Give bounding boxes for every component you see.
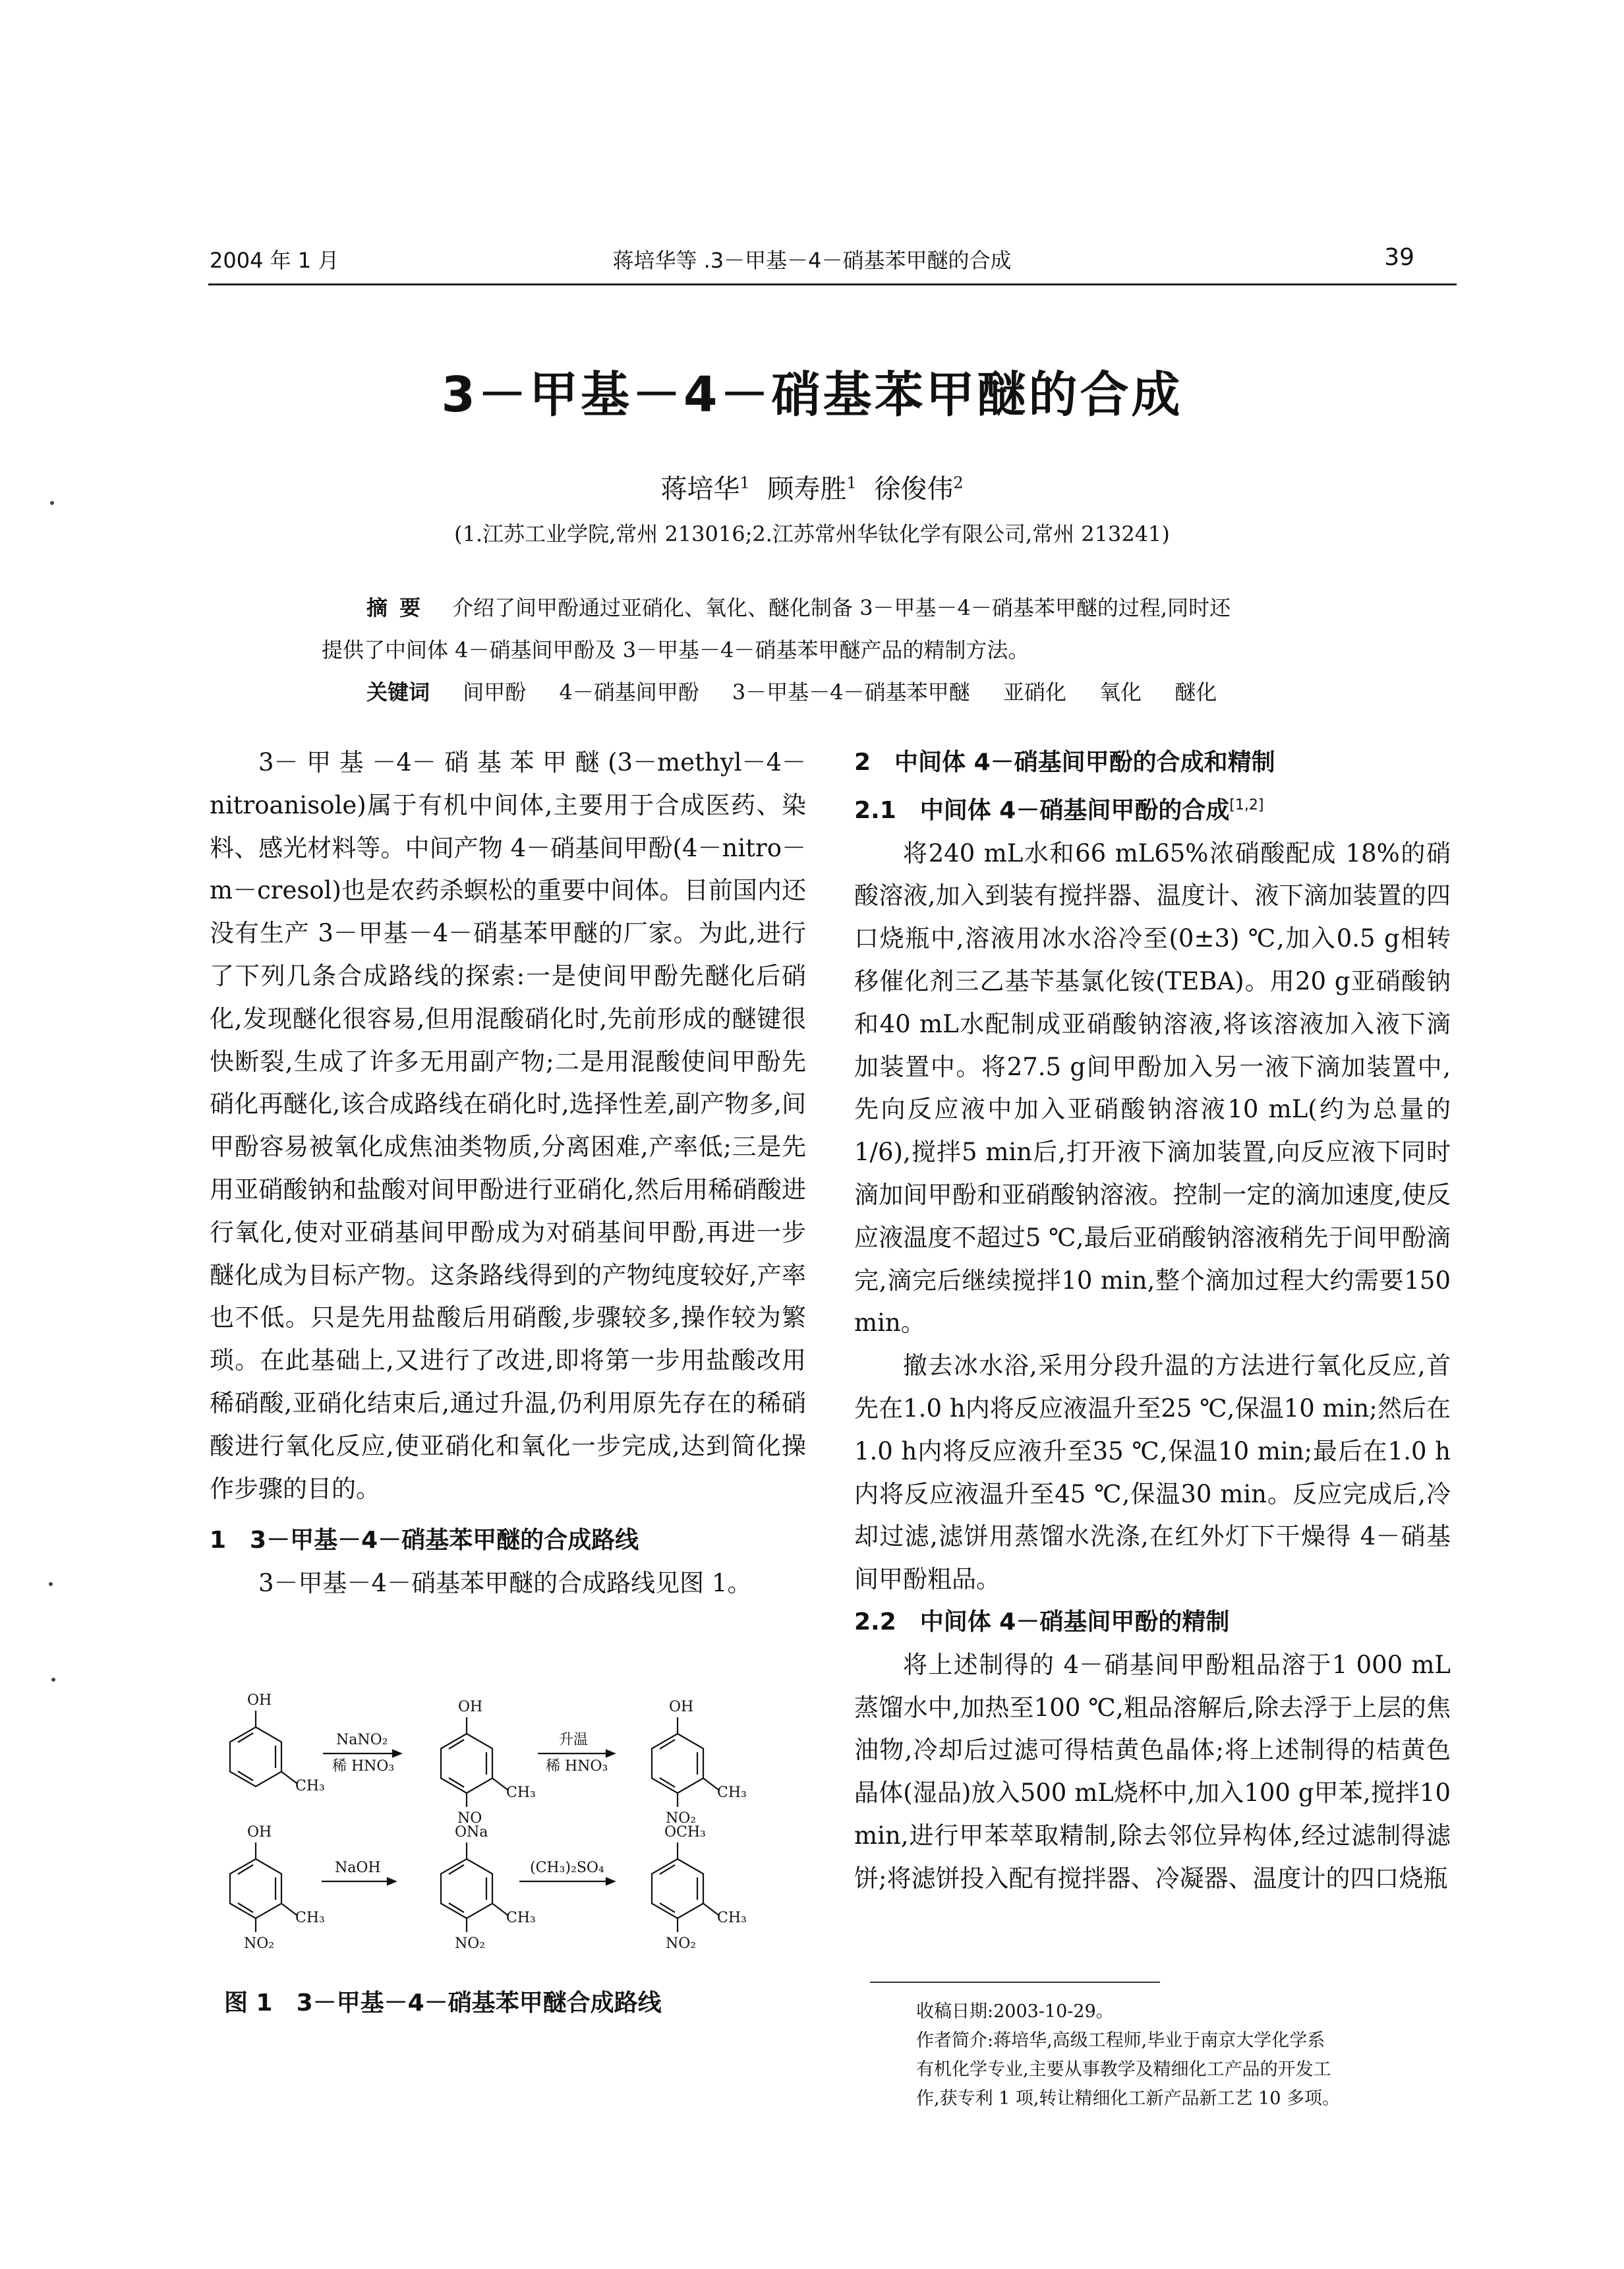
author-bio: 作,获专利 1 项,转让精细化工新产品新工艺 10 多项。 <box>916 2088 1341 2109</box>
keywords-label: 关键词 <box>366 680 430 705</box>
substituent-label: CH₃ <box>506 1910 536 1926</box>
citation-ref: [1,2] <box>1229 796 1264 813</box>
header-rule <box>208 283 1457 285</box>
substituent-label: ONa <box>455 1824 488 1841</box>
arrowhead-icon <box>606 1878 614 1885</box>
reaction-scheme <box>210 1688 803 1951</box>
substituent-label: OH <box>247 1824 272 1841</box>
substituent-label: NO₂ <box>244 1935 275 1951</box>
footnote <box>916 1997 1457 2113</box>
footnote-rule <box>870 1982 1160 1983</box>
substituent-label: NO <box>457 1810 482 1827</box>
substituent-label: CH₃ <box>717 1784 747 1801</box>
benzene-ring <box>652 1842 718 1932</box>
section-2-1-title: 2.1 中间体 4－硝基间甲酚的合成 <box>854 796 1230 824</box>
reagent-label: 升温 <box>559 1732 589 1748</box>
section-2-1-heading <box>854 784 1451 833</box>
reagent-label: 稀 HNO₃ <box>332 1758 395 1775</box>
running-header-title: 蒋培华等 .3－甲基－4－硝基苯甲醚的合成 <box>612 248 1012 273</box>
substituent-label: OH <box>458 1699 483 1715</box>
figure-caption: 图 1 3－甲基－4－硝基苯甲醚合成路线 <box>224 1989 662 2017</box>
benzene-ring <box>230 1711 297 1786</box>
abstract <box>322 587 1350 671</box>
left-column <box>210 742 806 1605</box>
arrowhead-icon <box>606 1750 614 1757</box>
benzene-ring <box>441 1717 508 1807</box>
author-bio: 作者简介:蒋培华,高级工程师,毕业于南京大学化学系 <box>916 2030 1325 2051</box>
substituent-label: NO₂ <box>455 1935 486 1951</box>
substituent-label: CH₃ <box>295 1778 325 1794</box>
body-paragraph: 撤去冰水浴,采用分段升温的方法进行氧化反应,首先在1.0 h内将反应液温升至25 ℃,保温10 min;然后在1.0 h内将反应液升至35 ℃,保温10 min;最后在1.0 h内将反应液温升至45 ℃,保温30 min。反应完成后,冷却过滤,滤饼用蒸馏水洗涤,在红外灯下干燥得 4－硝基间甲酚粗品。 <box>854 1351 1451 1594</box>
abstract-label: 摘要 <box>366 595 433 620</box>
keyword: 氧化 <box>1099 680 1142 705</box>
page-number: 39 <box>1384 244 1414 271</box>
abstract-text: 提供了中间体 4－硝基间甲酚及 3－甲基－4－硝基苯甲醚产品的精制方法。 <box>322 637 1030 663</box>
substituent-label: CH₃ <box>717 1910 747 1926</box>
author-affiliation-mark: 2 <box>953 473 964 492</box>
author-name: 蒋培华 <box>660 474 740 504</box>
keywords <box>366 671 1355 713</box>
scan-speck <box>49 1582 53 1586</box>
author-name: 徐俊伟 <box>874 474 954 504</box>
substituent-label: OH <box>669 1699 694 1715</box>
keyword: 4－硝基间甲酚 <box>559 680 699 705</box>
arrowhead-icon <box>393 1750 401 1757</box>
affiliation: (1.江苏工业学院,常州 213016;2.江苏常州华钛化学有限公司,常州 213241) <box>454 521 1170 546</box>
body-paragraph: 将上述制得的 4－硝基间甲酚粗品溶于1 000 mL蒸馏水中,加热至100 ℃,粗品溶解后,除去浮于上层的焦油物,冷却后过滤可得桔黄色晶体;将上述制得的桔黄色晶体(湿品)放入500 mL烧杯中,加入100 g甲苯,搅拌10 min,进行甲苯萃取精制,除去邻位异构体,经过滤制得滤饼;将滤饼投入配有搅拌器、冷凝器、温度计的四口烧瓶 <box>854 1650 1451 1893</box>
benzene-ring <box>230 1842 297 1932</box>
substituent-label: NO₂ <box>666 1810 697 1827</box>
running-header-date: 2004 年 1 月 <box>210 248 339 273</box>
intro-paragraph: 3－甲基－4－硝基苯甲醚(3－methyl－4－nitroanisole)属于有机中间体,主要用于合成医药、染料、感光材料等。中间产物 4－硝基间甲酚(4－nitro－m－cresol)也是农药杀螟松的重要中间体。目前国内还没有生产 3－甲基－4－硝基苯甲醚的厂家。为此,进行了下列几条合成路线的探索:一是使间甲酚先醚化后硝化,发现醚化很容易,但用混酸硝化时,先前形成的醚键很快断裂,生成了许多无用副产物;二是用混酸使间甲酚先硝化再醚化,该合成路线在硝化时,选择性差,副产物多,间甲酚容易被氧化成焦油类物质,分离困难,产率低;三是先用亚硝酸钠和盐酸对间甲酚进行亚硝化,然后用稀硝酸进行氧化,使对亚硝基间甲酚成为对硝基间甲酚,再进一步醚化成为目标产物。这条路线得到的产物纯度较好,产率也不低。只是先用盐酸后用硝酸,步骤较多,操作较为繁琐。在此基础上,又进行了改进,即将第一步用盐酸改用稀硝酸,亚硝化结束后,通过升温,仍利用原先存在的稀硝酸进行氧化反应,使亚硝化和氧化一步完成,达到简化操作步骤的目的。 <box>210 748 806 1503</box>
arrowhead-icon <box>388 1878 395 1885</box>
substituent-label: OH <box>247 1692 272 1709</box>
benzene-ring <box>441 1842 508 1932</box>
keyword: 3－甲基－4－硝基苯甲醚 <box>732 680 970 705</box>
author-name: 顾寿胜 <box>767 474 847 504</box>
section-1-heading: 1 3－甲基－4－硝基苯甲醚的合成路线 <box>210 1527 639 1554</box>
abstract-text: 介绍了间甲酚通过亚硝化、氧化、醚化制备 3－甲基－4－硝基苯甲醚的过程,同时还 <box>452 595 1231 620</box>
substituent-label: CH₃ <box>506 1784 536 1801</box>
section-1-text: 3－甲基－4－硝基苯甲醚的合成路线见图 1。 <box>258 1569 752 1598</box>
reagent-label: (CH₃)₂SO₄ <box>530 1860 604 1876</box>
section-2-2-heading: 2.2 中间体 4－硝基间甲酚的精制 <box>854 1608 1230 1635</box>
substituent-label: NO₂ <box>666 1935 697 1951</box>
reagent-label: NaNO₂ <box>336 1732 388 1748</box>
keyword: 亚硝化 <box>1002 680 1066 705</box>
keyword: 醚化 <box>1174 680 1217 705</box>
received-date: 收稿日期:2003-10-29。 <box>916 2001 1114 2022</box>
benzene-ring <box>652 1717 718 1807</box>
section-2-heading: 2 中间体 4－硝基间甲酚的合成和精制 <box>854 749 1275 776</box>
substituent-label: OCH₃ <box>664 1824 706 1841</box>
author-list <box>0 468 1624 506</box>
author-affiliation-mark: 1 <box>740 473 750 492</box>
keyword: 间甲酚 <box>463 680 527 705</box>
scan-speck <box>51 1678 55 1682</box>
scan-speck <box>50 501 54 505</box>
reagent-label: NaOH <box>335 1860 381 1876</box>
right-column <box>854 742 1451 1901</box>
author-affiliation-mark: 1 <box>846 473 857 492</box>
body-paragraph: 将240 mL水和66 mL65%浓硝酸配成 18%的硝酸溶液,加入到装有搅拌器、温度计、液下滴加装置的四口烧瓶中,溶液用冰水浴冷至(0±3) ℃,加入0.5 g相转移催化剂三乙基苄基氯化铵(TEBA)。用20 g亚硝酸钠和40 mL水配制成亚硝酸钠溶液,将该溶液加入液下滴加装置中。将27.5 g间甲酚加入另一液下滴加装置中,先向反应液中加入亚硝酸钠溶液10 mL(约为总量的1/6),搅拌5 min后,打开液下滴加装置,向反应液下同时滴加间甲酚和亚硝酸钠溶液。控制一定的滴加速度,使反应液温度不超过5 ℃,最后亚硝酸钠溶液稍先于间甲酚滴完,滴完后继续搅拌10 min,整个滴加过程大约需要150 min。 <box>854 839 1451 1338</box>
reagent-label: 稀 HNO₃ <box>546 1758 608 1775</box>
substituent-label: CH₃ <box>295 1910 325 1926</box>
article-title: 3－甲基－4－硝基苯甲醚的合成 <box>441 367 1183 423</box>
author-bio: 有机化学专业,主要从事教学及精细化工产品的开发工 <box>916 2059 1331 2080</box>
